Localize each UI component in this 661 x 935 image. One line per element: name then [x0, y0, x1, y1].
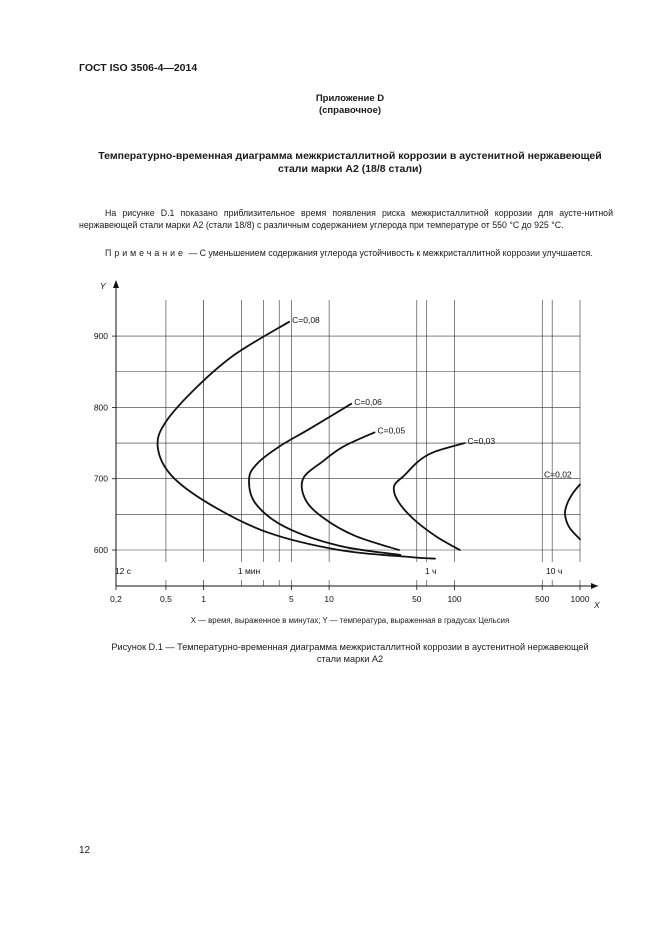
annex-subtitle: (справочное) — [318, 105, 382, 116]
annex-title: Приложение D — [315, 93, 385, 104]
y-tick-label: 700 — [93, 473, 108, 484]
chart-curves — [158, 322, 580, 559]
figure-caption-line2: стали марки А2 — [316, 654, 384, 664]
x-tick-label: 100 — [447, 594, 462, 604]
figure-caption-line1: Рисунок D.1 — Температурно-временная диаграмма межкристаллитной коррозии в аустенитной нержавеющей — [111, 642, 589, 652]
figure-legend: X — время, выраженное в минутах; Y — температура, выраженная в градусах Цельсия — [190, 616, 510, 625]
time-label: 10 ч — [546, 566, 563, 576]
curve-label: C=0,06 — [354, 396, 382, 407]
x-tick-label: 1 — [201, 594, 207, 604]
figure-caption — [70, 641, 630, 665]
curve-005 — [302, 432, 399, 550]
y-tick-label: 600 — [93, 545, 108, 555]
x-axis-label: X — [594, 600, 600, 610]
time-label: 1 мин — [237, 566, 261, 576]
section-title-line1: Температурно-временная диаграмма межкристаллитной коррозии в аустенитной нержавеющей — [98, 150, 602, 162]
chart-axes — [112, 280, 598, 590]
x-tick-label: 10 — [324, 594, 334, 604]
curve-label: C=0,05 — [377, 425, 406, 436]
y-tick-label: 800 — [93, 402, 108, 413]
y-tick-label: 900 — [93, 331, 108, 342]
body-paragraph: На рисунке D.1 показано приблизительное время появления риска межкристаллитной коррозии для аусте-нитной нержавеющей стали марки А2 (стали 18/8) с различным содержанием углерода при температуре от 550 °С до 925 °С. — [79, 208, 613, 230]
time-label: 1 ч — [424, 566, 437, 576]
time-label: 12 с — [114, 566, 132, 576]
x-tick-label: 0,2 — [110, 594, 122, 604]
curve-003 — [394, 443, 465, 550]
section-title-line2: стали марки А2 (18/8 стали) — [277, 163, 422, 175]
x-tick-label: 5 — [288, 594, 294, 604]
note-label: Примечание — [105, 248, 186, 258]
curve-008 — [158, 322, 436, 559]
x-tick-label: 0,5 — [160, 594, 172, 604]
x-tick-label: 1000 — [570, 594, 590, 604]
standard-header: ГОСТ ISO 3506-4—2014 — [79, 62, 198, 74]
y-axis-label: Y — [100, 281, 106, 291]
curve-002 — [565, 484, 580, 539]
page-number: 12 — [79, 845, 91, 856]
y-axis-arrow — [113, 280, 119, 288]
x-tick-label: 500 — [535, 594, 550, 604]
note-text: — С уменьшением содержания углерода устойчивость к межкристаллитной коррозии улучшается. — [185, 248, 593, 258]
time-label-band — [118, 562, 582, 580]
x-axis-arrow — [591, 583, 598, 589]
curve-label: C=0,03 — [467, 436, 496, 447]
x-tick-label: 50 — [412, 594, 422, 604]
curve-label: C=0,08 — [292, 314, 320, 325]
curve-label: C=0,02 — [544, 469, 572, 480]
